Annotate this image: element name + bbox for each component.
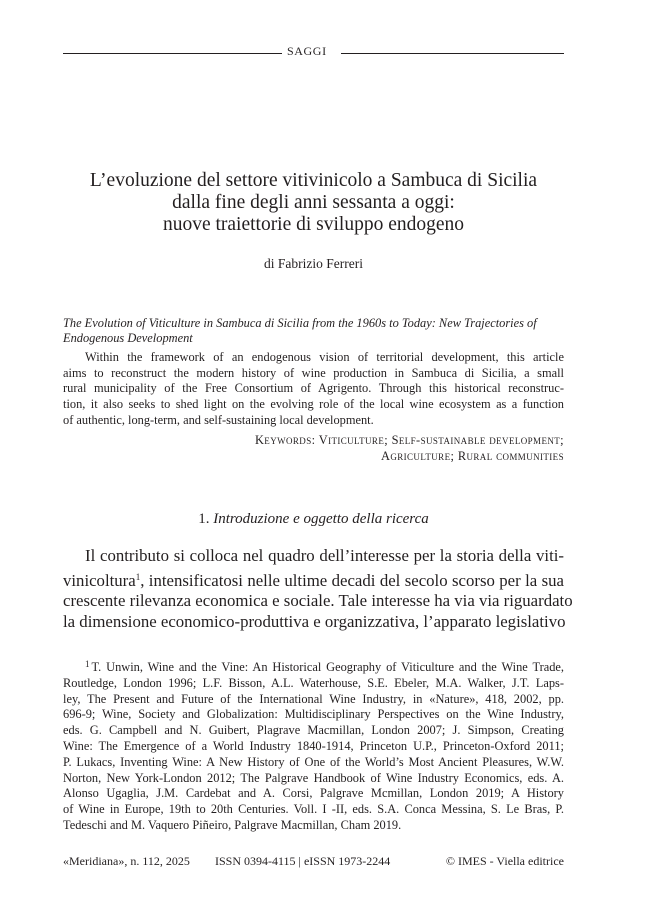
footnote-reference[interactable]: 1	[135, 571, 141, 582]
keywords-line: Keywords: Viticulture; Self-sustainable development;	[254, 433, 564, 447]
body-line: crescente rilevanza economica e sociale. Tale interesse ha via via riguardato	[63, 591, 573, 610]
article-title	[63, 170, 564, 236]
footnote-line: 696-9; Wine, Society and Globalization: Multidisciplinary Perspectives on the Wine Industry,	[63, 707, 564, 722]
section-heading	[63, 511, 564, 528]
footnote-line: of Wine in Europe, 19th to 20th Centuries. Voll. I -II, eds. S.A. Conca Messina, S. Le Bras, P.	[63, 802, 564, 817]
body-paragraph	[63, 546, 573, 632]
footnote-mark: 1	[85, 659, 90, 669]
keywords-line: Agriculture; Rural communities	[380, 449, 564, 463]
abstract-line: Within the framework of an endogenous vision of territorial development, this article	[85, 350, 564, 364]
body-text-fragment: , intensificatosi nelle ultime decadi del secolo scorso per la sua	[140, 570, 564, 590]
footnote-line: ley, The Present and Future of the International Wine Industry, in «Nature», 418, 2002, pp.	[63, 691, 564, 706]
footnote-line: Wine: The Emergence of a World Industry 1840-1914, Princeton U.P., Princeton-Oxford 2011;	[63, 738, 564, 753]
footnote-line: P. Lukacs, Inventing Wine: A New History of One of the World’s Most Ancient Pleasures, W.W.	[63, 754, 564, 769]
section-label: SAGGI	[287, 44, 327, 58]
abstract-line: rural municipality of the Free Consortium of Agrigento. Through this historical reconstruc-	[63, 381, 564, 396]
footnote-line: Alonso Ugaglia, J.M. Cardebat and A. Corsi, Palgrave Mcmillan, London 2019; A History	[63, 786, 564, 801]
body-line	[63, 567, 564, 592]
publisher: © IMES - Viella editrice	[445, 854, 564, 868]
abstract-title-line: Endogenous Development	[63, 331, 193, 345]
page-footer	[63, 854, 564, 870]
body-text-fragment: vinicoltura	[63, 570, 136, 590]
footnote-line	[63, 657, 564, 676]
author-byline: di Fabrizio Ferreri	[264, 256, 363, 271]
section-title: Introduzione e oggetto della ricerca	[213, 511, 429, 527]
abstract-text	[63, 350, 564, 429]
footnote-line: Norton, New York-London 2012; The Palgrave Handbook of Wine Industry Economics, eds. A.	[63, 770, 564, 785]
header-rule-left	[63, 53, 282, 54]
title-line: dalla fine degli anni sessanta a oggi:	[172, 192, 455, 213]
abstract-line: tion, it also seeks to shed light on the evolving role of the local wine ecosystem as a function	[63, 397, 564, 412]
body-line: Il contributo si colloca nel quadro dell’interesse per la storia della viti-	[85, 546, 564, 565]
footnote-text: T. Unwin, Wine and the Vine: An Historical Geography of Viticulture and the Wine Trade,	[91, 660, 564, 674]
abstract-title-line: The Evolution of Viticulture in Sambuca di Sicilia from the 1960s to Today: New Trajectories of	[63, 316, 537, 330]
title-line: nuove traiettorie di sviluppo endogeno	[162, 214, 465, 235]
header-rule-right	[341, 53, 564, 54]
running-header	[63, 44, 564, 64]
issn: ISSN 0394-4115 | eISSN 1973-2244	[215, 854, 391, 868]
abstract-english-title	[63, 314, 568, 347]
body-line: la dimensione economico-produttiva e organizzativa, l’apparato legislativo	[63, 611, 566, 631]
journal-citation: «Meridiana», n. 112, 2025	[63, 854, 190, 868]
footnote-line: eds. G. Campbell and N. Guibert, Plagrave Macmillan, London 2007; J. Simpson, Creating	[63, 723, 564, 738]
footnote-line: Tedeschi and M. Vaquero Piñeiro, Palgrave Macmillan, Cham 2019.	[63, 817, 402, 832]
footnote-1	[63, 657, 564, 834]
title-line: L’evoluzione del settore vitivinicolo a Sambuca di Sicilia	[89, 170, 538, 191]
abstract-line: aims to reconstruct the modern history of wine production in Sambuca di Sicilia, a small	[63, 365, 564, 380]
keywords	[63, 432, 564, 464]
footnote-line: Routledge, London 1996; L.F. Bisson, A.L. Waterhouse, S.E. Ebeler, M.A. Walker, J.T. Laps-	[63, 675, 564, 690]
section-number: 1.	[198, 511, 210, 527]
abstract-line: of authentic, long-term, and self-sustaining local development.	[63, 412, 374, 427]
